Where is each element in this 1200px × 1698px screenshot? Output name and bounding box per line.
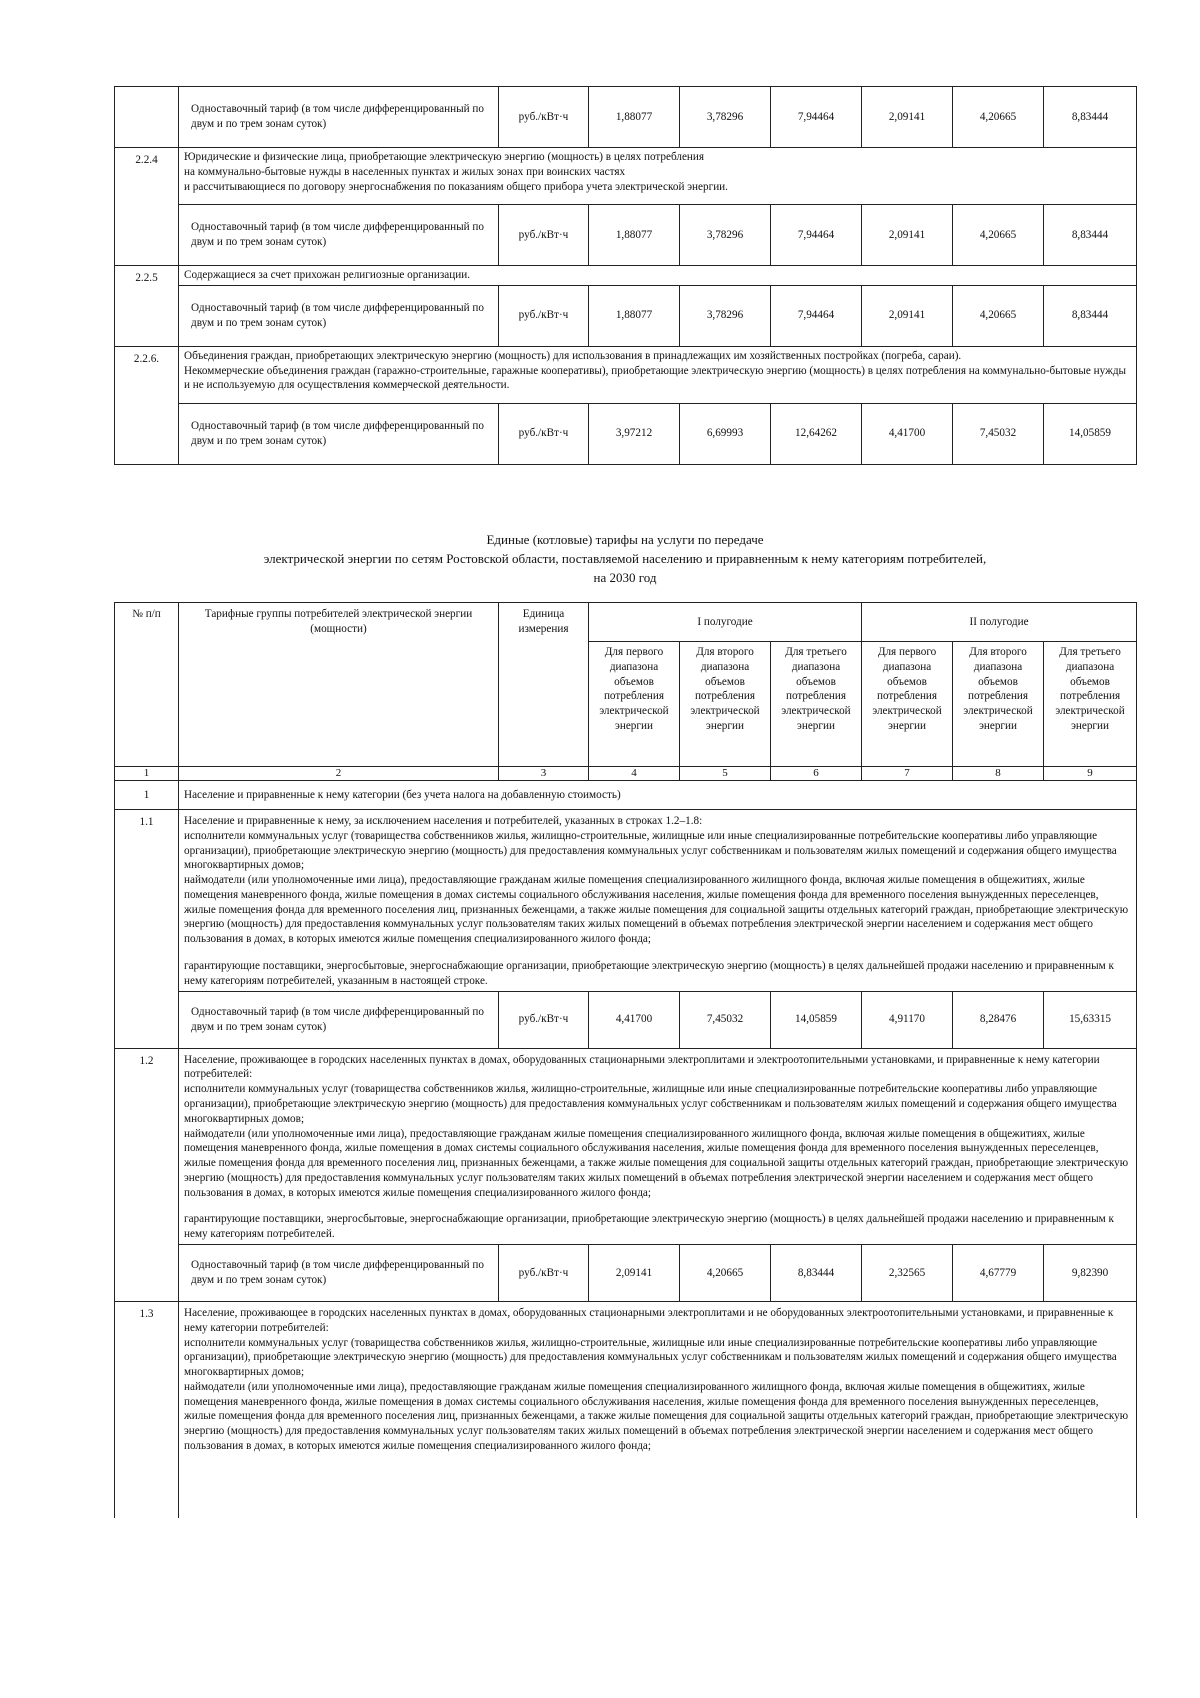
title-line: на 2030 год <box>593 570 657 585</box>
rate-label: Одноставочный тариф (в том числе дифференцированный по двум и по трем зонам суток) <box>179 1244 499 1301</box>
value-cell: 4,67779 <box>953 1244 1044 1301</box>
table-row <box>115 403 1137 464</box>
value-cell: 8,28476 <box>953 991 1044 1048</box>
column-number: 9 <box>1044 767 1137 781</box>
value-cell: 7,45032 <box>680 991 771 1048</box>
unit-cell: руб./кВт·ч <box>499 403 589 464</box>
value-cell: 1,88077 <box>589 87 680 148</box>
value-cell: 9,82390 <box>1044 1244 1137 1301</box>
row-code <box>115 87 179 148</box>
rate-label: Одноставочный тариф (в том числе дифференцированный по двум и по трем зонам суток) <box>179 205 499 266</box>
header-range-2: Для второго диапазона объемов потребления электрической энергии <box>680 642 771 767</box>
group-description: Население и приравненные к нему категории (без учета налога на добавленную стоимость) <box>179 781 1137 810</box>
rate-label: Одноставочный тариф (в том числе дифференцированный по двум и по трем зонам суток) <box>179 285 499 346</box>
header-range-1: Для первого диапазона объемов потребления электрической энергии <box>862 642 953 767</box>
header-half2: II полугодие <box>862 603 1137 642</box>
value-cell: 4,20665 <box>680 1244 771 1301</box>
unit-cell: руб./кВт·ч <box>499 991 589 1048</box>
group-description: Юридические и физические лица, приобретающие электрическую энергию (мощность) в целях потребления на коммунально-бытовые нужды в населенных пунктах и жилых зонах при воинских частях и рассчитывающиеся по договору энергоснабжения по показаниям общего прибора учета электрической энергии. <box>179 148 1137 205</box>
value-cell: 2,09141 <box>862 87 953 148</box>
column-number: 1 <box>115 767 179 781</box>
value-cell: 2,09141 <box>862 285 953 346</box>
group-description: Объединения граждан, приобретающих электрическую энергию (мощность) для использования в принадлежащих им хозяйственных постройках (погреба, сараи). Некоммерческие объединения граждан (гаражно-строительные, гаражные кооперативы), приобретающие электрическую энергию (мощность) в целях потребления на коммунально-бытовые нужды и не используемую для осуществления коммерческой деятельности. <box>179 346 1137 403</box>
table-row <box>115 810 1137 992</box>
value-cell: 3,78296 <box>680 87 771 148</box>
group-description: Население и приравненные к нему, за исключением населения и потребителей, указанных в строках 1.2–1.8: исполнители коммунальных услуг (товарищества собственников жилья, жилищно-строительные, жилищные или иные специализированные потребительские кооперативы либо управляющие организации), приобретающие электрическую энергию (мощность) для предоставления коммунальных услуг собственникам и пользователям жилых помещений и содержания общего имущества многоквартирных домов; наймодатели (или уполномоченные ими лица), предоставляющие гражданам жилые помещения специализированного жилищного фонда, включая жилые помещения в общежитиях, жилые помещения маневренного фонда, жилые помещения в домах системы социального обслуживания населения, жилые помещения фонда для временного поселения вынужденных переселенцев, жилые помещения фонда для временного поселения лиц, признанных беженцами, а также жилые помещения для социальной защиты отдельных категорий граждан, приобретающие электрическую энергию (мощность) для предоставления коммунальных услуг пользователям таких жилых помещений в объемах потребления электрической энергии населением и содержания мест общего пользования в домах, в которых имеются жилые помещения специализированного жилого фонда; гарантирующие поставщики, энергосбытовые, энергоснабжающие организации, приобретающие электрическую энергию (мощность) в целях дальнейшей продажи населению и приравненным к нему категориям потребителей, указанным в настоящей строке. <box>179 810 1137 992</box>
table-row <box>115 346 1137 403</box>
table-row <box>115 991 1137 1048</box>
row-code: 2.2.4 <box>115 148 179 266</box>
row-code: 1 <box>115 781 179 810</box>
header-half1: I полугодие <box>589 603 862 642</box>
value-cell: 2,09141 <box>862 205 953 266</box>
header-range-3: Для третьего диапазона объемов потребления электрической энергии <box>771 642 862 767</box>
value-cell: 4,41700 <box>862 403 953 464</box>
value-cell: 6,69993 <box>680 403 771 464</box>
column-numbers <box>115 767 1137 781</box>
value-cell: 8,83444 <box>1044 205 1137 266</box>
rate-label: Одноставочный тариф (в том числе дифференцированный по двум и по трем зонам суток) <box>179 403 499 464</box>
value-cell: 14,05859 <box>1044 403 1137 464</box>
value-cell: 3,97212 <box>589 403 680 464</box>
row-code: 1.1 <box>115 810 179 1049</box>
table-row <box>115 1244 1137 1301</box>
column-number: 8 <box>953 767 1044 781</box>
tariff-table-continuation <box>114 86 1137 465</box>
table-row <box>115 87 1137 148</box>
table-row <box>115 285 1137 346</box>
row-code: 1.3 <box>115 1301 179 1518</box>
rate-label: Одноставочный тариф (в том числе дифференцированный по двум и по трем зонам суток) <box>179 87 499 148</box>
column-number: 4 <box>589 767 680 781</box>
value-cell: 4,91170 <box>862 991 953 1048</box>
rate-label: Одноставочный тариф (в том числе дифференцированный по двум и по трем зонам суток) <box>179 991 499 1048</box>
table-row <box>115 148 1137 205</box>
value-cell: 12,64262 <box>771 403 862 464</box>
unit-cell: руб./кВт·ч <box>499 285 589 346</box>
value-cell: 3,78296 <box>680 205 771 266</box>
group-description: Население, проживающее в городских населенных пунктах в домах, оборудованных стационарными электроплитами и электроотопительными установками, и приравненные к нему категории потребителей: исполнители коммунальных услуг (товарищества собственников жилья, жилищно-строительные, жилищные или иные специализированные потребительские кооперативы либо управляющие организации), приобретающие электрическую энергию (мощность) для предоставления коммунальных услуг собственникам и пользователям жилых помещений и содержания общего имущества многоквартирных домов; наймодатели (или уполномоченные ими лица), предоставляющие гражданам жилые помещения специализированного жилищного фонда, включая жилые помещения в общежитиях, жилые помещения маневренного фонда, жилые помещения в домах системы социального обслуживания населения, жилые помещения фонда для временного поселения вынужденных переселенцев, жилые помещения фонда для временного поселения лиц, признанных беженцами, а также жилые помещения для социальной защиты отдельных категорий граждан, приобретающие электрическую энергию (мощность) для предоставления коммунальных услуг пользователям таких жилых помещений в объемах потребления электрической энергии населением и содержания мест общего пользования в домах, в которых имеются жилые помещения специализированного жилого фонда; гарантирующие поставщики, энергосбытовые, энергоснабжающие организации, приобретающие электрическую энергию (мощность) в целях дальнейшей продажи населению и приравненным к нему категориям потребителей. <box>179 1048 1137 1244</box>
header-range-1: Для первого диапазона объемов потребления электрической энергии <box>589 642 680 767</box>
value-cell: 4,41700 <box>589 991 680 1048</box>
row-code: 2.2.6. <box>115 346 179 464</box>
value-cell: 2,32565 <box>862 1244 953 1301</box>
title-line: Единые (котловые) тарифы на услуги по передаче <box>486 532 764 547</box>
value-cell: 8,83444 <box>1044 285 1137 346</box>
header-num: № п/п <box>115 603 179 767</box>
unit-cell: руб./кВт·ч <box>499 87 589 148</box>
section-title <box>114 530 1136 587</box>
value-cell: 7,45032 <box>953 403 1044 464</box>
column-number: 7 <box>862 767 953 781</box>
column-number: 3 <box>499 767 589 781</box>
header-range-2: Для второго диапазона объемов потребления электрической энергии <box>953 642 1044 767</box>
row-code: 2.2.5 <box>115 266 179 347</box>
value-cell: 4,20665 <box>953 87 1044 148</box>
column-number: 5 <box>680 767 771 781</box>
table-row <box>115 205 1137 266</box>
column-number: 6 <box>771 767 862 781</box>
table-row <box>115 266 1137 286</box>
value-cell: 1,88077 <box>589 285 680 346</box>
unit-cell: руб./кВт·ч <box>499 205 589 266</box>
table-row <box>115 781 1137 810</box>
header-group: Тарифные группы потребителей электрической энергии (мощности) <box>179 603 499 767</box>
column-number: 2 <box>179 767 499 781</box>
value-cell: 4,20665 <box>953 285 1044 346</box>
value-cell: 8,83444 <box>771 1244 862 1301</box>
value-cell: 4,20665 <box>953 205 1044 266</box>
value-cell: 2,09141 <box>589 1244 680 1301</box>
group-description: Население, проживающее в городских населенных пунктах в домах, оборудованных стационарными электроплитами и не оборудованных электроотопительными установками, и приравненные к нему категории потребителей: исполнители коммунальных услуг (товарищества собственников жилья, жилищно-строительные, жилищные или иные специализированные потребительские кооперативы либо управляющие организации), приобретающие электрическую энергию (мощность) для предоставления коммунальных услуг собственникам и пользователям жилых помещений и содержания общего имущества многоквартирных домов; наймодатели (или уполномоченные ими лица), предоставляющие гражданам жилые помещения специализированного жилищного фонда, включая жилые помещения в общежитиях, жилые помещения маневренного фонда, жилые помещения в домах системы социального обслуживания населения, жилые помещения фонда для временного поселения вынужденных переселенцев, жилые помещения фонда для временного поселения лиц, признанных беженцами, а также жилые помещения для социальной защиты отдельных категорий граждан, приобретающие электрическую энергию (мощность) для предоставления коммунальных услуг пользователям таких жилых помещений в объемах потребления электрической энергии населением и содержания мест общего пользования в домах, в которых имеются жилые помещения специализированного жилого фонда; <box>179 1301 1137 1518</box>
value-cell: 8,83444 <box>1044 87 1137 148</box>
value-cell: 15,63315 <box>1044 991 1137 1048</box>
value-cell: 7,94464 <box>771 87 862 148</box>
title-line: электрической энергии по сетям Ростовской области, поставляемой населению и приравненным к нему категориям потребителей, <box>263 551 987 566</box>
value-cell: 7,94464 <box>771 205 862 266</box>
value-cell: 3,78296 <box>680 285 771 346</box>
header-range-3: Для третьего диапазона объемов потребления электрической энергии <box>1044 642 1137 767</box>
row-code: 1.2 <box>115 1048 179 1301</box>
value-cell: 7,94464 <box>771 285 862 346</box>
table-row <box>115 1048 1137 1244</box>
header-unit: Единица измерения <box>499 603 589 767</box>
table-row <box>115 1301 1137 1518</box>
unit-cell: руб./кВт·ч <box>499 1244 589 1301</box>
group-description: Содержащиеся за счет прихожан религиозные организации. <box>179 266 1137 286</box>
tariff-table-2030 <box>114 602 1137 1518</box>
value-cell: 14,05859 <box>771 991 862 1048</box>
table-header <box>115 603 1137 642</box>
value-cell: 1,88077 <box>589 205 680 266</box>
